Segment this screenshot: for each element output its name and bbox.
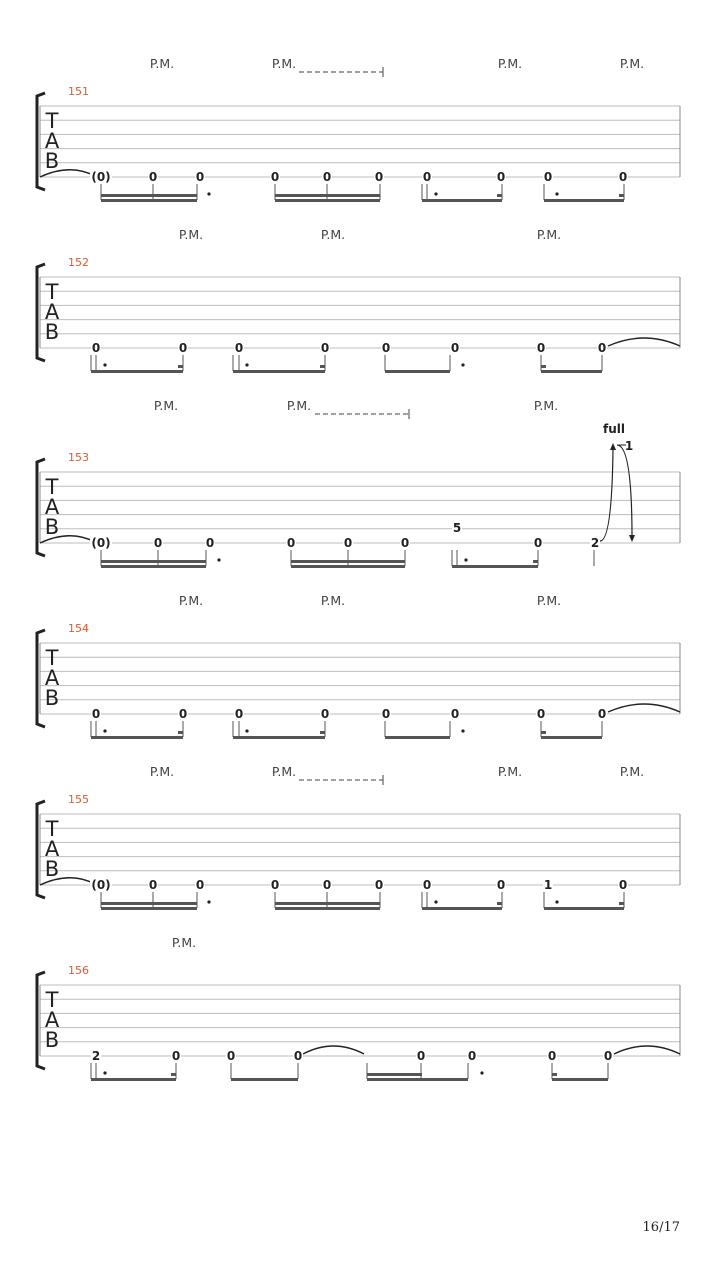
beam xyxy=(291,565,405,568)
fret-number: (0) xyxy=(91,536,111,550)
fret-number: 2 xyxy=(91,1049,101,1063)
measure-number: 155 xyxy=(68,793,89,806)
tab-clef-letter: B xyxy=(44,320,60,344)
fret-number: 0 xyxy=(400,536,410,550)
fret-number: (0) xyxy=(91,878,111,892)
beam-secondary xyxy=(541,731,546,734)
tab-clef-letter: T xyxy=(45,646,59,670)
tab-clef-letter: T xyxy=(45,475,59,499)
beam xyxy=(91,736,183,739)
beam-group xyxy=(385,355,450,373)
palm-mute-label: P.M. xyxy=(149,56,175,71)
palm-mute-label: P.M. xyxy=(178,593,204,608)
fret-number: 0 xyxy=(195,878,205,892)
beam xyxy=(233,736,325,739)
fret-number: 0 xyxy=(320,341,330,355)
beam xyxy=(101,907,197,910)
measure-number: 152 xyxy=(68,256,89,269)
fret-number: 0 xyxy=(543,170,553,184)
measure-number: 151 xyxy=(68,85,89,98)
beam-secondary xyxy=(497,194,502,197)
release-curve xyxy=(617,445,632,537)
fret-number: 0 xyxy=(467,1049,477,1063)
dot xyxy=(245,363,248,366)
release-value: 1 xyxy=(624,439,634,453)
beam xyxy=(422,199,502,202)
tab-clef-letter: B xyxy=(44,686,60,710)
fret-number: 5 xyxy=(452,521,462,535)
measure-number: 156 xyxy=(68,964,89,977)
tie-arc xyxy=(614,1046,680,1054)
dot xyxy=(217,558,220,561)
fret-number: 0 xyxy=(171,1049,181,1063)
fret-number: 0 xyxy=(533,536,543,550)
palm-mute-label: P.M. xyxy=(178,227,204,242)
beam-secondary xyxy=(291,560,405,563)
dot xyxy=(245,729,248,732)
beam xyxy=(91,1078,176,1081)
tab-clef-letter: A xyxy=(44,837,60,861)
beam-group xyxy=(275,892,380,910)
fret-number: (0) xyxy=(91,170,111,184)
tie-arc xyxy=(608,704,680,712)
dot xyxy=(103,1071,106,1074)
palm-mute-label: P.M. xyxy=(536,227,562,242)
beam xyxy=(422,907,502,910)
fret-number: 0 xyxy=(536,707,546,721)
fret-number: 0 xyxy=(270,878,280,892)
dot xyxy=(480,1071,483,1074)
fret-number: 0 xyxy=(270,170,280,184)
fret-number: 0 xyxy=(322,878,332,892)
beam-group xyxy=(367,1063,468,1081)
fret-number: 0 xyxy=(178,341,188,355)
fret-number: 0 xyxy=(148,170,158,184)
measure-number: 153 xyxy=(68,451,89,464)
palm-mute-label: P.M. xyxy=(271,764,297,779)
fret-number: 0 xyxy=(322,170,332,184)
bend-notation xyxy=(600,422,635,542)
dot xyxy=(207,192,210,195)
fret-number: 0 xyxy=(153,536,163,550)
palm-mute-label: P.M. xyxy=(497,764,523,779)
bend-arrowhead xyxy=(610,443,616,450)
beam xyxy=(452,565,538,568)
palm-mute-label: P.M. xyxy=(619,764,645,779)
dot xyxy=(464,558,467,561)
beam-secondary xyxy=(101,902,197,905)
fret-number: 0 xyxy=(293,1049,303,1063)
beam xyxy=(367,1078,468,1081)
tab-clef-letter: B xyxy=(44,515,60,539)
fret-number: 0 xyxy=(618,170,628,184)
fret-number: 0 xyxy=(91,707,101,721)
fret-number: 0 xyxy=(496,170,506,184)
tab-system xyxy=(37,935,680,1081)
fret-number: 0 xyxy=(91,341,101,355)
beam-group xyxy=(101,184,197,202)
fret-number: 0 xyxy=(178,707,188,721)
dot xyxy=(461,363,464,366)
palm-mute-label: P.M. xyxy=(497,56,523,71)
beam-group xyxy=(541,721,602,739)
beam-group xyxy=(541,355,602,373)
fret-number: 0 xyxy=(547,1049,557,1063)
fret-number: 0 xyxy=(496,878,506,892)
beam-secondary xyxy=(101,560,206,563)
palm-mute-label: P.M. xyxy=(153,398,179,413)
fret-number: 0 xyxy=(597,707,607,721)
beam xyxy=(101,565,206,568)
palm-mute-label: P.M. xyxy=(320,227,346,242)
fret-number: 0 xyxy=(603,1049,613,1063)
beam-group xyxy=(101,892,197,910)
tie-arc xyxy=(303,1046,364,1054)
beam-group xyxy=(101,550,206,568)
beam-secondary xyxy=(178,731,183,734)
tab-system xyxy=(37,56,680,202)
fret-number: 0 xyxy=(234,707,244,721)
system-bracket xyxy=(37,972,45,1069)
fret-number: 0 xyxy=(320,707,330,721)
dot xyxy=(555,900,558,903)
beam-secondary xyxy=(320,731,325,734)
fret-number: 0 xyxy=(286,536,296,550)
fret-number: 0 xyxy=(148,878,158,892)
beam xyxy=(541,736,602,739)
fret-number: 2 xyxy=(590,536,600,550)
palm-mute-label: P.M. xyxy=(286,398,312,413)
beam-group xyxy=(91,1063,176,1081)
beam xyxy=(541,370,602,373)
beam xyxy=(385,370,450,373)
system-bracket xyxy=(37,264,45,361)
beam-secondary xyxy=(619,194,624,197)
beam-secondary xyxy=(171,1073,176,1076)
palm-mute-label: P.M. xyxy=(149,764,175,779)
tab-clef-letter: T xyxy=(45,817,59,841)
fret-number: 0 xyxy=(416,1049,426,1063)
tab-clef-letter: A xyxy=(44,1008,60,1032)
tie-arc xyxy=(608,338,680,346)
beam-secondary xyxy=(533,560,538,563)
beam-group xyxy=(275,184,380,202)
beam-secondary xyxy=(101,194,197,197)
fret-number: 0 xyxy=(536,341,546,355)
beam xyxy=(275,907,380,910)
fret-number: 0 xyxy=(343,536,353,550)
fret-number: 0 xyxy=(205,536,215,550)
tab-system xyxy=(37,398,680,568)
dot xyxy=(434,192,437,195)
palm-mute-label: P.M. xyxy=(271,56,297,71)
beam-secondary xyxy=(619,902,624,905)
beam-secondary xyxy=(320,365,325,368)
palm-mute-label: P.M. xyxy=(533,398,559,413)
beam xyxy=(544,199,624,202)
fret-number: 0 xyxy=(450,341,460,355)
beam-secondary xyxy=(275,902,380,905)
beam xyxy=(231,1078,298,1081)
beam xyxy=(275,199,380,202)
tab-clef-letter: A xyxy=(44,300,60,324)
beam xyxy=(544,907,624,910)
beam-secondary xyxy=(541,365,546,368)
beam-secondary xyxy=(367,1073,422,1076)
beam xyxy=(91,370,183,373)
tab-system xyxy=(37,764,680,910)
fret-number: 0 xyxy=(381,341,391,355)
fret-number: 1 xyxy=(543,878,553,892)
tab-clef-letter: A xyxy=(44,495,60,519)
tab-clef-letter: A xyxy=(44,666,60,690)
tab-clef-letter: T xyxy=(45,988,59,1012)
fret-number: 0 xyxy=(618,878,628,892)
fret-number: 0 xyxy=(450,707,460,721)
beam-group xyxy=(552,1063,608,1081)
dot xyxy=(207,900,210,903)
beam-secondary xyxy=(275,194,380,197)
dot xyxy=(103,729,106,732)
beam xyxy=(233,370,325,373)
fret-number: 0 xyxy=(374,170,384,184)
bend-label: full xyxy=(603,422,625,436)
system-bracket xyxy=(37,630,45,727)
beam xyxy=(552,1078,608,1081)
release-arrowhead xyxy=(629,535,635,542)
beam-group xyxy=(422,184,502,202)
tab-system xyxy=(37,227,680,373)
beam-group xyxy=(422,892,502,910)
tab-clef-letter: B xyxy=(44,1028,60,1052)
fret-number: 0 xyxy=(381,707,391,721)
page-number: 16/17 xyxy=(642,1220,680,1235)
fret-number: 0 xyxy=(422,170,432,184)
fret-number: 0 xyxy=(374,878,384,892)
beam-group xyxy=(291,550,405,568)
beam-group xyxy=(231,1063,298,1081)
tab-clef-letter: T xyxy=(45,280,59,304)
tab-clef-letter: T xyxy=(45,109,59,133)
beam-secondary xyxy=(497,902,502,905)
dot xyxy=(434,900,437,903)
fret-number: 0 xyxy=(195,170,205,184)
measure-number: 154 xyxy=(68,622,89,635)
bend-curve xyxy=(600,448,613,541)
dot xyxy=(103,363,106,366)
palm-mute-label: P.M. xyxy=(619,56,645,71)
fret-number: 0 xyxy=(226,1049,236,1063)
fret-number: 0 xyxy=(422,878,432,892)
palm-mute-label: P.M. xyxy=(171,935,197,950)
fret-number: 0 xyxy=(597,341,607,355)
beam-secondary xyxy=(178,365,183,368)
beam xyxy=(101,199,197,202)
palm-mute-label: P.M. xyxy=(536,593,562,608)
palm-mute-label: P.M. xyxy=(320,593,346,608)
tab-system xyxy=(37,593,680,739)
dot xyxy=(555,192,558,195)
beam-group xyxy=(385,721,450,739)
tab-clef-letter: A xyxy=(44,129,60,153)
beam-secondary xyxy=(552,1073,557,1076)
dot xyxy=(461,729,464,732)
tab-clef-letter: B xyxy=(44,149,60,173)
fret-number: 0 xyxy=(234,341,244,355)
tab-clef-letter: B xyxy=(44,857,60,881)
beam xyxy=(385,736,450,739)
